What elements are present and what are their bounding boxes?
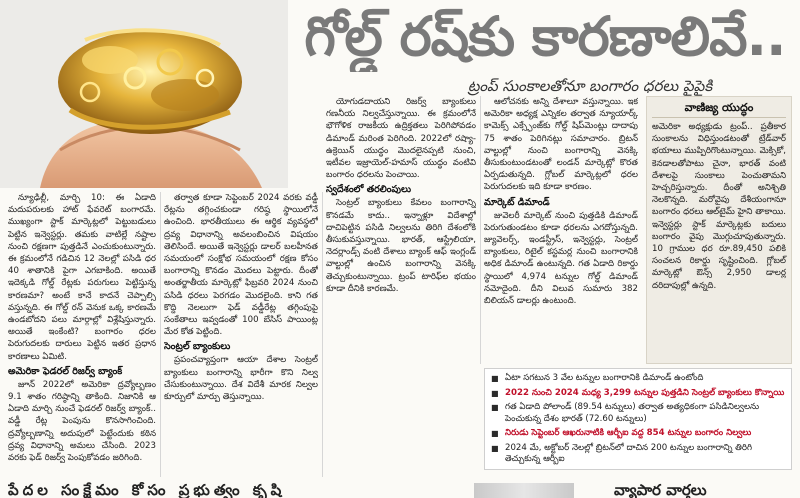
next-story-heading-left: పేదల సంక్షేమం కోసం ప్రభుత్వం కృషి (8, 481, 286, 498)
trade-war-sidebar (646, 96, 792, 364)
column-divider (322, 192, 323, 477)
article-column-3 (326, 96, 476, 364)
section-heading-market-demand: మార్కెట్ డిమాండ్ (484, 196, 550, 208)
sidebar-body: అమెరికా అధ్యక్షుడు ట్రంప్.. ప్రతీకార సుంకాలను విధిస్తుండటంతో ట్రేడ్‌వార్ భయాలు ముప్పిరిగొంటున్నాయి. మెక్సికో, కెనడాలతోపాటు చైనా, భారత్ వంటి దేశాలపై సుంకాలు పెంచుతామని హెచ్చరిస్తున్నారు. దీంతో అనిశ్చితి నెలకొన్నది. మరోవైపు దేశీయంగానూ బంగారం ధరలు ఆల్‌టైమ్ హైని తాకాయి. ఇన్వెస్టర్లు స్టాక్ మార్కెట్లకు బదులు బంగారం వైపు మొగ్గుచూపుతున్నారు. 10 గ్రాముల ధర రూ.89,450 పలికి సంచలన రికార్డు సృష్టించింది. గ్లోబల్ మార్కెట్లో ఔన్స్ 2,950 డాలర్ల దరిదాపుల్లో ఉన్నది. (652, 122, 786, 291)
facts-box (484, 368, 792, 470)
fact-item: ■ 2024 మే, అక్టోబర్ నెలల్లో బ్రిటన్‌లో దాచిన 200 టన్నుల బంగారాన్ని తిరిగి తెచ్చుకున్న ఆర్బీఐ (491, 443, 785, 466)
section-heading-central-banks: సెంట్రల్ బ్యాంకులు (164, 341, 231, 353)
article-intro: న్యూఢిల్లీ, మార్చి 10: ఈ ఏడాది మదుపరులకు హాట్ ఫేవరెట్ బంగారమే. ముఖ్యంగా స్టాక్ మార్కెట్లలో పెట్టుబడులు పెట్టిన ఇన్వెస్టర్లు. తమకు వాటిల్లే నష్టాల నుంచి రక్షణగా పుత్తడినే ఎంచుకుంటున్నారు. ఈ క్రమంలోనే గడిచిన 12 నెలల్లో పసిడి ధర 40 శాతానికి పైగా ఎగబాకింది. అయితే ఇదెక్కడి గోల్డ్ రేట్లకు పరుగులు పెట్టిస్తున్న కారణమా? అంటే కానే కాదనే చెప్పాల్సి వస్తున్నది. ఈ గోల్డ్ రన్ వెనుక ఒక్క కారణమే ఉండబోదని పలు మార్గాల్లో విశ్లేషిస్తున్నారు. అయితే ఇంకేంటి? బంగారం ధరల పెరుగుదలకు దారులు పెట్టిన ఇతర ప్రధాన కారణాలు ఏమిటి. (8, 193, 156, 362)
subheadline: ట్రంప్ సుంకాలతోనూ బంగారం ధరలు పైపైకి (467, 77, 713, 95)
article-column-1 (8, 192, 156, 477)
section-body-market-demand: జువెలరీ మార్కెట్ నుంచి పుత్తడికి డిమాండ్ పెరుగుతుండటం కూడా ధరలను ఎగదోస్తున్నది. జ్యువెలర్స్, ఇండస్ట్రీస్, ఇన్వెస్టర్లు, సెంట్రల్ బ్యాంకులు, రిటైల్ కస్టమర్ల నుంచి బంగారానికి అధిక డిమాండ్ ఉంటున్నది. గత ఏడాది రికార్డు స్థాయిలో 4,974 టన్నుల గోల్డ్ డిమాండ్ నమోదైంది. దీని విలువ సుమారు 382 బిలియన్ డాలర్లు ఉంటుంది. (484, 210, 638, 307)
column-divider (160, 192, 161, 477)
fact-item: ■ గత ఏడాది పోలాండ్ (89.54 టన్నులు) తర్వాత అత్యధికంగా పసిడినిల్వలను పెంచుకున్న దేశం భారత్ (72.60 టన్నులు) (491, 402, 785, 425)
next-story-strip (0, 480, 800, 498)
facts-list (491, 373, 785, 466)
column-2-body: తర్వాత కూడా సెప్టెంబర్ 2024 వరకు వడ్డీ రేట్లను తగ్గించకుండా గరిష్ఠ స్థాయిలోనే ఉంచింది. భారతీయులు ఈ ఆర్థిక వ్యవస్థలో ద్రవ్య విధానాన్ని అవలంబించిన విషయం తెలిసిందే. అయితే ఇన్వెస్టర్లు డాలర్ బలహీనత సమయంలో సంక్షోభ సమయంలో రక్షణ కోసం బంగారాన్ని కొనడం మొదలు పెట్టారు. దీంతో అంతర్జాతీయ మార్కెట్లో ఫిబ్రవరి 2024 నుంచి పసిడి ధరలు పెరగడం మొదలైంది. కాని గత కొద్ది నెలలుగా ఫెడ్ వడ్డీరేట్ల తగ్గింపుపై సంకేతాలు ఇవ్వడంతో 100 బేసిస్ పాయింట్ల మేర కోత పెట్టింది. (164, 193, 318, 338)
fact-item: ■ నిరుడు సెప్టెంబర్ ఆఖరునాటికి ఆర్బీఐ వద్ద 854 టన్నుల బంగారం నిల్వలు (491, 428, 785, 440)
section-body-fed: జూన్ 2022లో అమెరికా ద్రవ్యోల్బణం 9.1 శాతం గరిష్ఠాన్ని తాకింది. నిజానికి ఆ ఏడాది మార్చి నుంచే ఫెడరల్ రిజర్వ్ బ్యాంక్.. వడ్డీ రేట్ల పెంపును కొనసాగించింది. ద్రవ్యోల్బణాన్ని అదుపులో పెట్టేందుకు కఠిన ద్రవ్య విధానాన్ని అమలు చేసింది. 2023 వరకు ఫెడ్ రిజర్వ్ పెంపుకోవడం జరిగింది. (8, 379, 156, 464)
fact-item: ■ 2022 నుంచి 2024 మధ్య 3,299 టన్నుల పుత్తడిని సెంట్రల్ బ్యాంకులు కొన్నాయి (491, 388, 785, 400)
column-4-body: ఆలోచనకు అన్ని దేశాలూ వస్తున్నాయి. ఇక అమెరికా అధ్యక్ష ఎన్నికల తర్వాత న్యూయార్క్ కామెక్స్ ఎక్స్ఛేంజ్‌కు గోల్డ్ షిప్‌మెంట్లు దాదాపు 75 శాతం పెరిగినట్లు సమాచారం. బ్రిటన్ వాల్టుల్లో నుంచి బంగారాన్ని వెనక్కి తీసుకుంటుండటంతో లండన్ మార్కెట్లో కొరత ఏర్పడుతున్నది. గ్లోబల్ మార్కెట్లలో ధరల పెరుగుదలకు ఇది కూడా కారణం. (484, 97, 638, 193)
section-body-repatriation: సెంట్రల్ బ్యాంకులు కేవలం బంగారాన్ని కొనడమే కాదు.. ఇన్నాళ్లూ విదేశాల్లో దాచిపెట్టిన పసిడి నిల్వలను తిరిగి దేశంలోకి తీసుకువస్తున్నాయి. భారత్, ఆస్ట్రేలియా, నెదర్లాండ్స్ వంటి దేశాలు బ్యాంక్ ఆఫ్ ఇంగ్లండ్ వాల్టుల్లో ఉంచిన బంగారాన్ని వెనక్కి తెచ్చుకుంటున్నాయి. ట్రంప్ టారిఫ్‌ల భయం కూడా దీనికి కారణమే. (326, 198, 476, 294)
section-body-central-banks: ప్రపంచవ్యాప్తంగా ఆయా దేశాల సెంట్రల్ బ్యాంకులు బంగారాన్ని భారీగా కొని నిల్వ చేసుకుంటున్నాయి. దేశ విదేశీ మారక నిల్వల కూర్పులో మార్పు తెస్తున్నాయి. (164, 355, 318, 403)
section-heading-fed: అమెరికా ఫెడరల్ రిజర్వ్ బ్యాంక్ (8, 365, 123, 377)
next-story-photo (474, 483, 574, 498)
sidebar-title: వాణిజ్య యుద్ధం (652, 101, 786, 118)
column-3-body: యోగుడదాయని రిజర్వ్ బ్యాంకులు గణనీయ నిల్వచేస్తున్నాయి. ఈ క్రమంలోనే భౌగోళిక రాజకీయ ఉద్రిక్తతలు పెరిగిపోవడం డిమాండ్ మరింత పెరిగింది. 2022లో రష్యా-ఉక్రెయిన్ యుద్ధం మొదలైనప్పటి నుంచి, ఇటీవల ఇజ్రాయెల్-హమాస్ యుద్ధం వంటివి బంగారం ధరలను పెంచాయి. (326, 97, 476, 181)
column-divider (480, 96, 481, 364)
article-column-2 (164, 192, 318, 477)
section-heading-repatriation: స్వదేశంలో తరలింపులు (326, 184, 411, 196)
next-story-heading-right: వ్యాపార వార్తలు (614, 481, 707, 498)
gold-jewelry-photo (0, 0, 288, 188)
article-column-4 (484, 96, 638, 364)
fact-item: ■ ఏటా సగటున 3 వేల టన్నుల బంగారానికి డిమాండ్ ఉంటోంది (491, 373, 785, 385)
headline: గోల్డ్ రష్‌కు కారణాలివే.. (304, 5, 786, 68)
